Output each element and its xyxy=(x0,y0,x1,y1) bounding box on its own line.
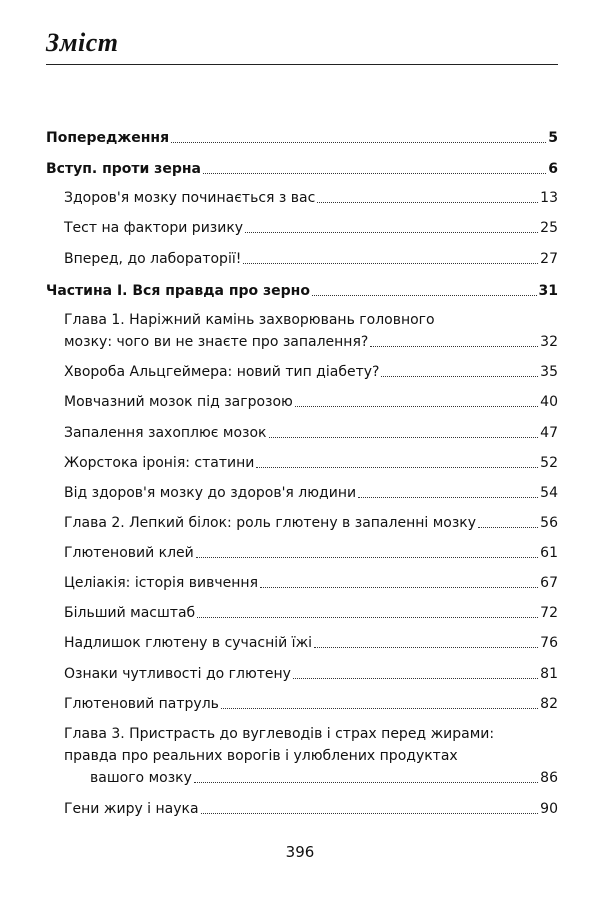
leader-dots xyxy=(243,263,538,264)
toc-entry[interactable] xyxy=(64,604,558,622)
toc-entry-preface[interactable] xyxy=(46,129,558,147)
toc-entry-text: Гени жиру і наука xyxy=(64,801,199,817)
toc-entry-text: Вперед, до лабораторії! xyxy=(64,251,242,267)
leader-dots xyxy=(317,202,538,203)
toc-entry[interactable] xyxy=(64,574,558,592)
leader-dots xyxy=(256,467,538,468)
toc-entry-chapter-1[interactable] xyxy=(64,333,558,351)
toc-page-number: 56 xyxy=(540,515,558,531)
toc-entry-text: Мовчазний мозок під загрозою xyxy=(64,394,293,410)
toc-entry[interactable] xyxy=(64,544,558,562)
page-number: 396 xyxy=(285,843,315,861)
toc-page-number: 86 xyxy=(540,770,558,786)
toc-page-number: 13 xyxy=(540,190,558,206)
toc-page-number: 5 xyxy=(548,130,558,146)
toc-entry-text: вашого мозку xyxy=(90,770,192,786)
toc-entry-text: Хвороба Альцгеймера: новий тип діабету? xyxy=(64,364,380,380)
leader-dots xyxy=(314,647,538,648)
toc-chapter-3-line1: Глава 3. Пристрасть до вуглеводів і страх перед жирами: xyxy=(64,726,495,742)
toc-page-number: 52 xyxy=(540,455,558,471)
toc-page-number: 54 xyxy=(540,485,558,501)
toc-entry-text: Глютеновий клей xyxy=(64,545,194,561)
leader-dots xyxy=(197,617,538,618)
toc-entry-text: Більший масштаб xyxy=(64,605,196,621)
leader-dots xyxy=(295,406,538,407)
leader-dots xyxy=(221,708,538,709)
leader-dots xyxy=(269,437,539,438)
toc-entry-text: Запалення захоплює мозок xyxy=(64,425,267,441)
toc-page-number: 82 xyxy=(540,696,558,712)
toc-entry[interactable] xyxy=(64,800,558,818)
toc-page-number: 76 xyxy=(540,635,558,651)
toc-entry-text: Здоров'я мозку починається з вас xyxy=(64,190,316,206)
toc-entry-text: Жорстока іронія: статини xyxy=(64,455,255,471)
toc-entry[interactable] xyxy=(64,424,558,442)
toc-entry-text: Ознаки чутливості до глютену xyxy=(64,666,291,682)
toc-entry-text: Від здоров'я мозку до здоров'я людини xyxy=(64,485,357,501)
toc-entry-text: мозку: чого ви не знаєте про запалення? xyxy=(64,334,369,350)
toc-page-number: 61 xyxy=(540,545,558,561)
toc-entry[interactable] xyxy=(64,695,558,713)
leader-dots xyxy=(478,527,538,528)
toc-entry-chapter-3[interactable] xyxy=(64,769,558,787)
toc-page-number: 6 xyxy=(548,161,558,177)
toc-page-number: 40 xyxy=(540,394,558,410)
toc-chapter-3-line2: правда про реальних ворогів і улюблених продуктах xyxy=(64,748,458,764)
toc-entry-text: Попередження xyxy=(46,130,170,146)
toc-entry[interactable] xyxy=(64,363,558,381)
toc-page-number: 32 xyxy=(540,334,558,350)
toc-entry-chapter-2[interactable] xyxy=(64,514,558,532)
toc-page-number: 35 xyxy=(540,364,558,380)
toc-entry-text: Глютеновий патруль xyxy=(64,696,219,712)
toc-entry-text: Вступ. проти зерна xyxy=(46,161,201,177)
leader-dots xyxy=(196,557,538,558)
toc-page-number: 27 xyxy=(540,251,558,267)
toc-page-number: 31 xyxy=(538,283,558,299)
leader-dots xyxy=(312,295,537,296)
leader-dots xyxy=(358,497,538,498)
toc-chapter-1-line1: Глава 1. Наріжний камінь захворювань головного xyxy=(64,312,435,328)
toc-page-number: 81 xyxy=(540,666,558,682)
toc-entry[interactable] xyxy=(64,219,558,237)
toc-entry-part1[interactable] xyxy=(46,282,558,300)
toc-entry[interactable] xyxy=(64,393,558,411)
toc-entry[interactable] xyxy=(64,454,558,472)
leader-dots xyxy=(201,813,539,814)
toc-entry[interactable] xyxy=(64,484,558,502)
toc-page-number: 90 xyxy=(540,801,558,817)
toc-entry-text: Тест на фактори ризику xyxy=(64,220,244,236)
toc-entry-text: Целіакія: історія вивчення xyxy=(64,575,259,591)
toc-entry-intro[interactable] xyxy=(46,160,558,178)
toc-page-number: 25 xyxy=(540,220,558,236)
page-title: Зміст xyxy=(46,28,119,57)
toc-page-number: 72 xyxy=(540,605,558,621)
toc-page-number: 67 xyxy=(540,575,558,591)
toc-entry-text: Частина І. Вся правда про зерно xyxy=(46,283,310,299)
leader-dots xyxy=(194,782,538,783)
leader-dots xyxy=(260,587,538,588)
toc-entry[interactable] xyxy=(64,250,558,268)
leader-dots xyxy=(293,678,538,679)
leader-dots xyxy=(171,142,546,143)
toc-page-number: 47 xyxy=(540,425,558,441)
toc-entry[interactable] xyxy=(64,665,558,683)
leader-dots xyxy=(381,376,538,377)
toc-entry-text: Глава 2. Лепкий білок: роль глютену в запаленні мозку xyxy=(64,515,477,531)
toc-entry[interactable] xyxy=(64,189,558,207)
leader-dots xyxy=(245,232,538,233)
leader-dots xyxy=(203,173,546,174)
leader-dots xyxy=(370,346,538,347)
toc-entry-text: Надлишок глютену в сучасній їжі xyxy=(64,635,313,651)
toc-entry[interactable] xyxy=(64,634,558,652)
